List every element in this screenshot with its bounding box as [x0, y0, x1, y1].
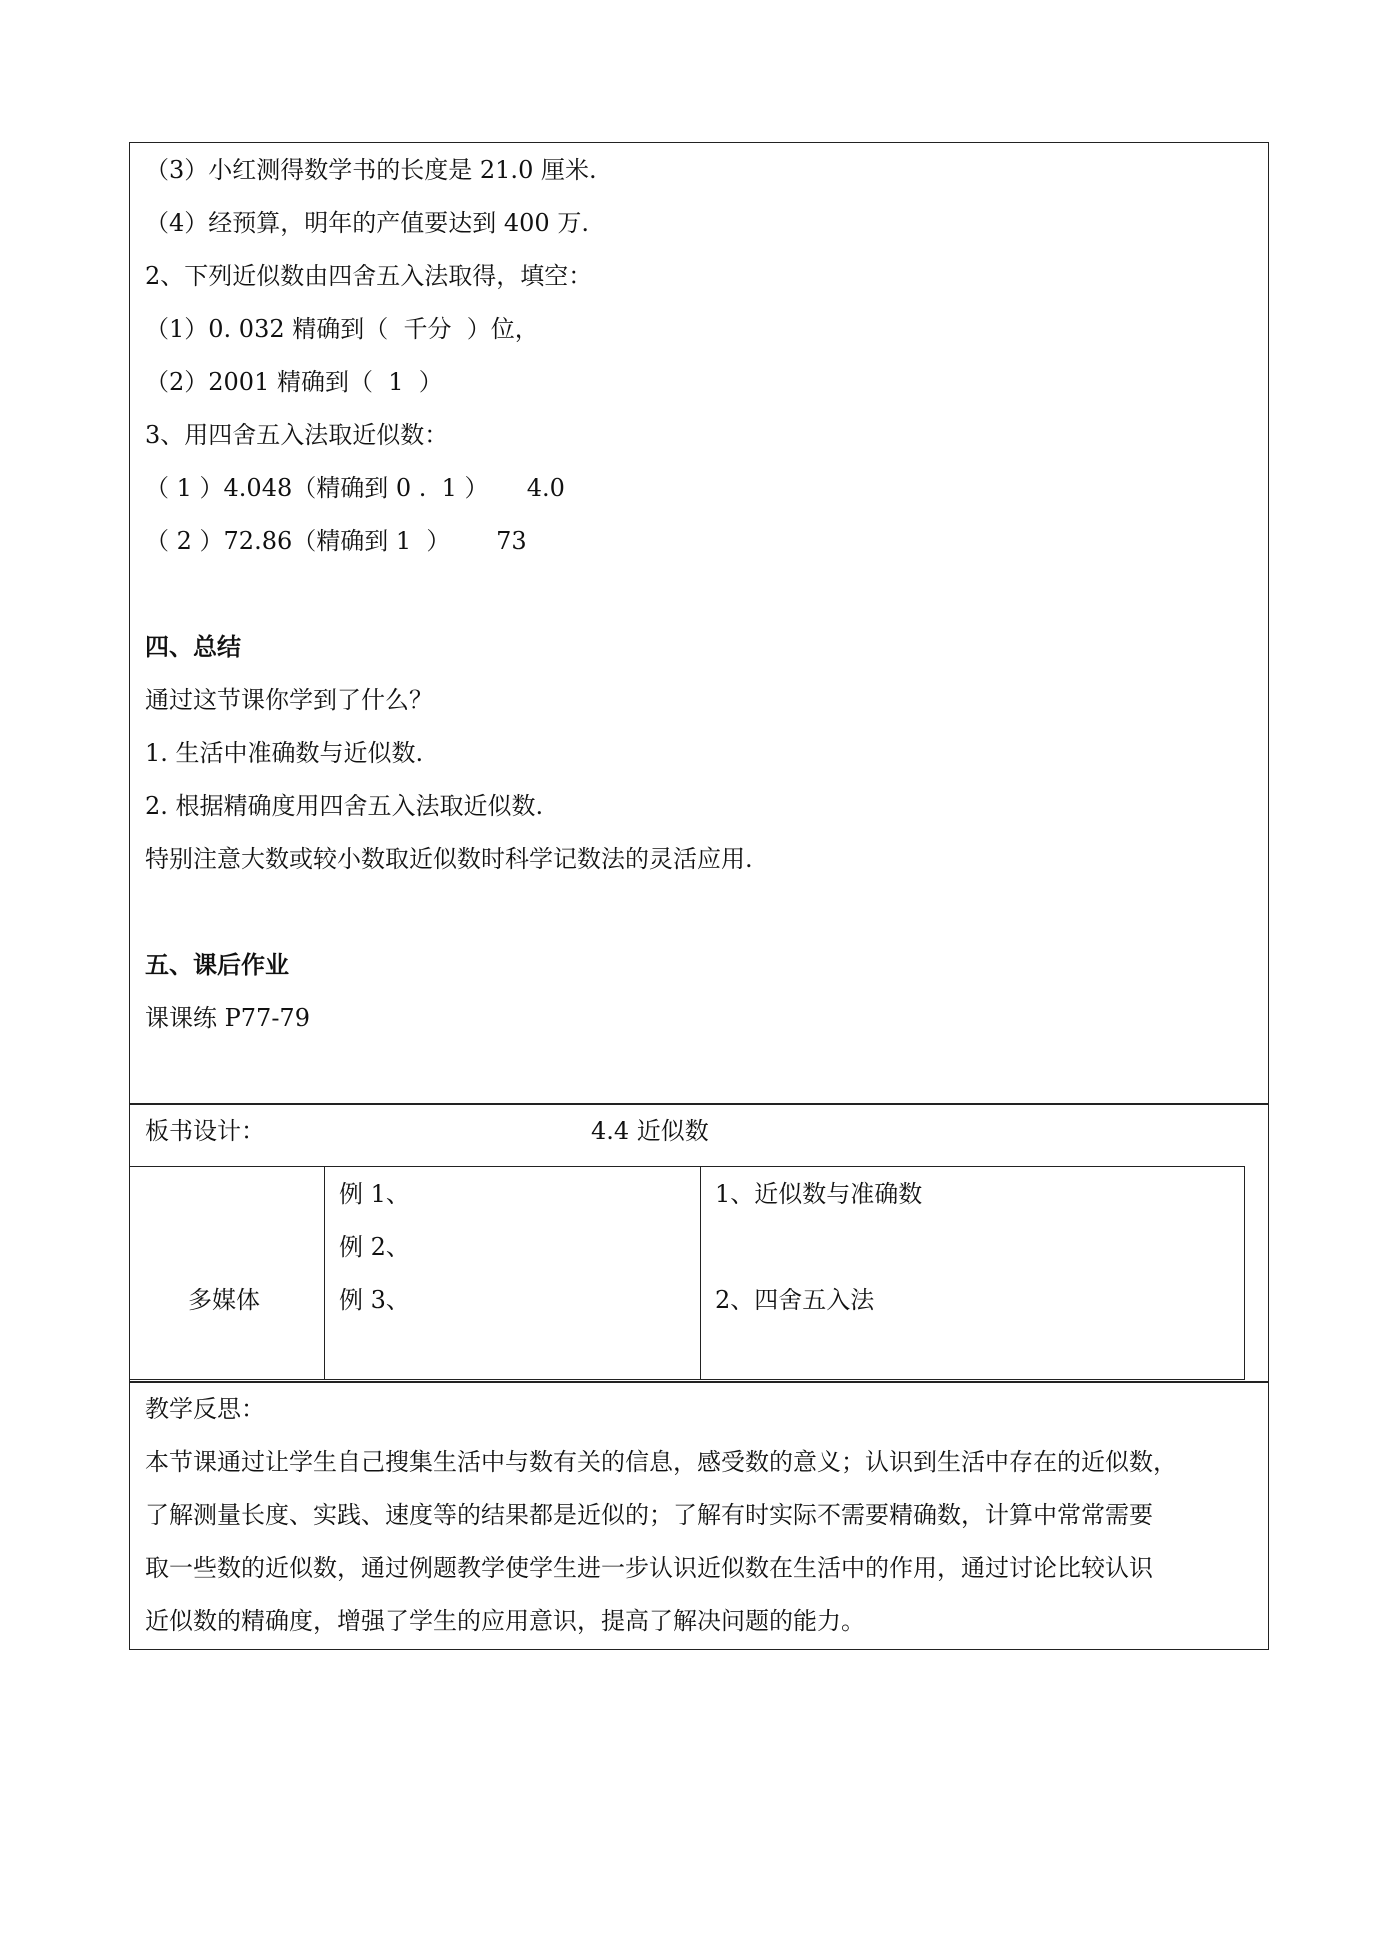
example-item: 例 3、 [339, 1286, 410, 1314]
point-item: 2、四舍五入法 [715, 1286, 875, 1314]
homework-text: 课课练 P77-79 [145, 1004, 310, 1032]
practice-line: （3）小红测得数学书的长度是 21.0 厘米. [145, 156, 597, 184]
example-item: 例 1、 [339, 1180, 410, 1208]
practice-line: （ 1 ）4.048（精确到 0 . 1 ） 4.0 [145, 474, 565, 502]
board-design-title: 4.4 近似数 [591, 1117, 709, 1145]
practice-line: （1）0. 032 精确到（ 千分 ）位， [145, 315, 539, 343]
board-inner-table [130, 1166, 1245, 1380]
homework-heading: 五、课后作业 [145, 951, 289, 979]
reflection-line: 了解测量长度、实践、速度等的结果都是近似的；了解有时实际不需要精确数，计算中常常需要 [145, 1501, 1153, 1529]
reflection-label: 教学反思： [145, 1395, 265, 1423]
board-design-label: 板书设计： [145, 1117, 265, 1145]
practice-line: （ 2 ）72.86（精确到 1 ） 73 [145, 527, 527, 555]
examples-column [325, 1167, 701, 1379]
reflection-line: 本节课通过让学生自己搜集生活中与数有关的信息，感受数的意义；认识到生活中存在的近似数， [145, 1448, 1177, 1476]
media-column [130, 1167, 325, 1379]
reflection-cell [129, 1381, 1269, 1650]
summary-line: 特别注意大数或较小数取近似数时科学记数法的灵活应用. [145, 845, 753, 873]
summary-heading: 四、总结 [145, 633, 241, 661]
points-column [701, 1167, 1241, 1379]
practice-line: 3、用四舍五入法取近似数： [145, 421, 449, 449]
summary-line: 1. 生活中准确数与近似数. [145, 739, 424, 767]
reflection-line: 取一些数的近似数，通过例题教学使学生进一步认识近似数在生活中的作用，通过讨论比较认识 [145, 1554, 1153, 1582]
media-label: 多媒体 [188, 1286, 260, 1314]
reflection-line: 近似数的精确度，增强了学生的应用意识，提高了解决问题的能力。 [145, 1607, 865, 1635]
point-item: 1、近似数与准确数 [715, 1180, 923, 1208]
practice-line: 2、下列近似数由四舍五入法取得，填空： [145, 262, 593, 290]
board-design-cell [129, 1103, 1269, 1383]
summary-line: 2. 根据精确度用四舍五入法取近似数. [145, 792, 544, 820]
example-item: 例 2、 [339, 1233, 410, 1261]
summary-line: 通过这节课你学到了什么？ [145, 686, 433, 714]
practice-line: （2）2001 精确到（ 1 ） [145, 368, 443, 396]
practice-line: （4）经预算，明年的产值要达到 400 万. [145, 209, 589, 237]
content-cell [129, 142, 1269, 1105]
